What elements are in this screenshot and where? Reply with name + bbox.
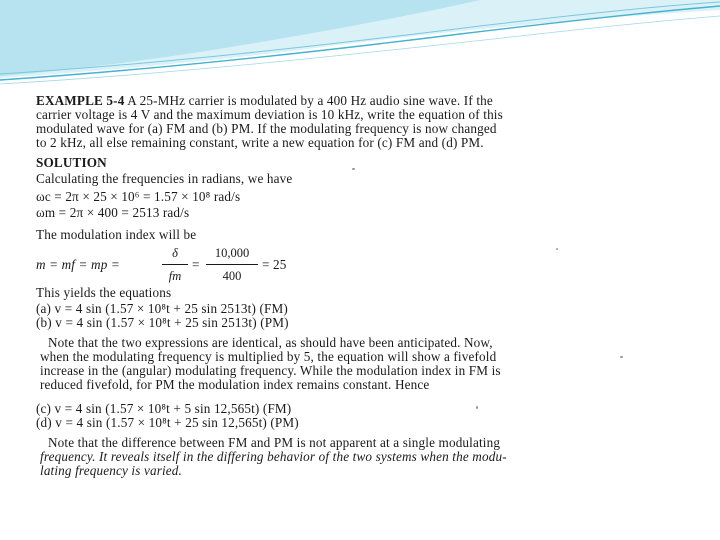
index-equals: = xyxy=(192,257,200,272)
scan-speck xyxy=(620,356,623,358)
note2-line-1: Note that the difference between FM and PM is not apparent at a single modulating xyxy=(48,435,501,450)
solution-heading: SOLUTION xyxy=(36,155,107,170)
equation-d: (d) v = 4 sin (1.57 × 10⁸t + 25 sin 12,565t) (PM) xyxy=(36,415,299,430)
omega-m-equation: ωm = 2π × 400 = 2513 rad/s xyxy=(36,205,190,220)
note1-line-4: reduced fivefold, for PM the modulation index remains constant. Hence xyxy=(40,377,430,392)
index-numerator-value: 10,000 xyxy=(214,246,250,260)
example-heading: EXAMPLE 5-4 xyxy=(36,93,125,108)
slide-header-swoosh xyxy=(0,0,720,95)
fraction-bar-1 xyxy=(162,264,188,265)
equation-a: (a) v = 4 sin (1.57 × 10⁸t + 25 sin 2513t) (FM) xyxy=(36,301,288,316)
scan-speck xyxy=(352,168,355,170)
index-denominator: fm xyxy=(168,269,182,283)
note2-line-2: frequency. It reveals itself in the differing behavior of the two systems when the modu- xyxy=(40,449,507,464)
example-line-1 xyxy=(36,94,493,108)
index-result: = 25 xyxy=(262,257,287,272)
index-numerator: δ xyxy=(172,246,178,260)
note1-line-2: when the modulating frequency is multiplied by 5, the equation will show a fivefold xyxy=(40,349,497,364)
yields-text: This yields the equations xyxy=(36,285,172,300)
omega-c-equation: ωc = 2π × 25 × 10⁶ = 1.57 × 10⁸ rad/s xyxy=(36,189,241,204)
textbook-page-scan xyxy=(36,88,626,484)
index-intro: The modulation index will be xyxy=(36,227,197,242)
example-statement-1: A 25-MHz carrier is modulated by a 400 Hz audio sine wave. If the xyxy=(127,93,493,108)
note1-line-1: Note that the two expressions are identical, as should have been anticipated. Now, xyxy=(48,335,493,350)
example-statement-3: modulated wave for (a) FM and (b) PM. If the modulating frequency is now changed xyxy=(36,121,497,136)
header-mid-band xyxy=(0,0,480,76)
note2-line-3: lating frequency is varied. xyxy=(40,463,182,478)
equation-c: (c) v = 4 sin (1.57 × 10⁸t + 5 sin 12,565t) (FM) xyxy=(36,401,292,416)
index-lhs: m = mf = mp = xyxy=(36,257,120,272)
scan-speck xyxy=(476,406,478,409)
note1-line-3: increase in the (angular) modulating frequency. While the modulation index in FM is xyxy=(40,363,501,378)
example-statement-2: carrier voltage is 4 V and the maximum deviation is 10 kHz, write the equation of this xyxy=(36,107,503,122)
example-statement-4: to 2 kHz, all else remaining constant, write a new equation for (c) FM and (d) PM. xyxy=(36,135,484,150)
scan-speck xyxy=(556,248,558,250)
equation-b: (b) v = 4 sin (1.57 × 10⁸t + 25 sin 2513t) (PM) xyxy=(36,315,289,330)
index-denominator-value: 400 xyxy=(222,269,242,283)
solution-intro: Calculating the frequencies in radians, we have xyxy=(36,171,293,186)
fraction-bar-2 xyxy=(206,264,258,265)
